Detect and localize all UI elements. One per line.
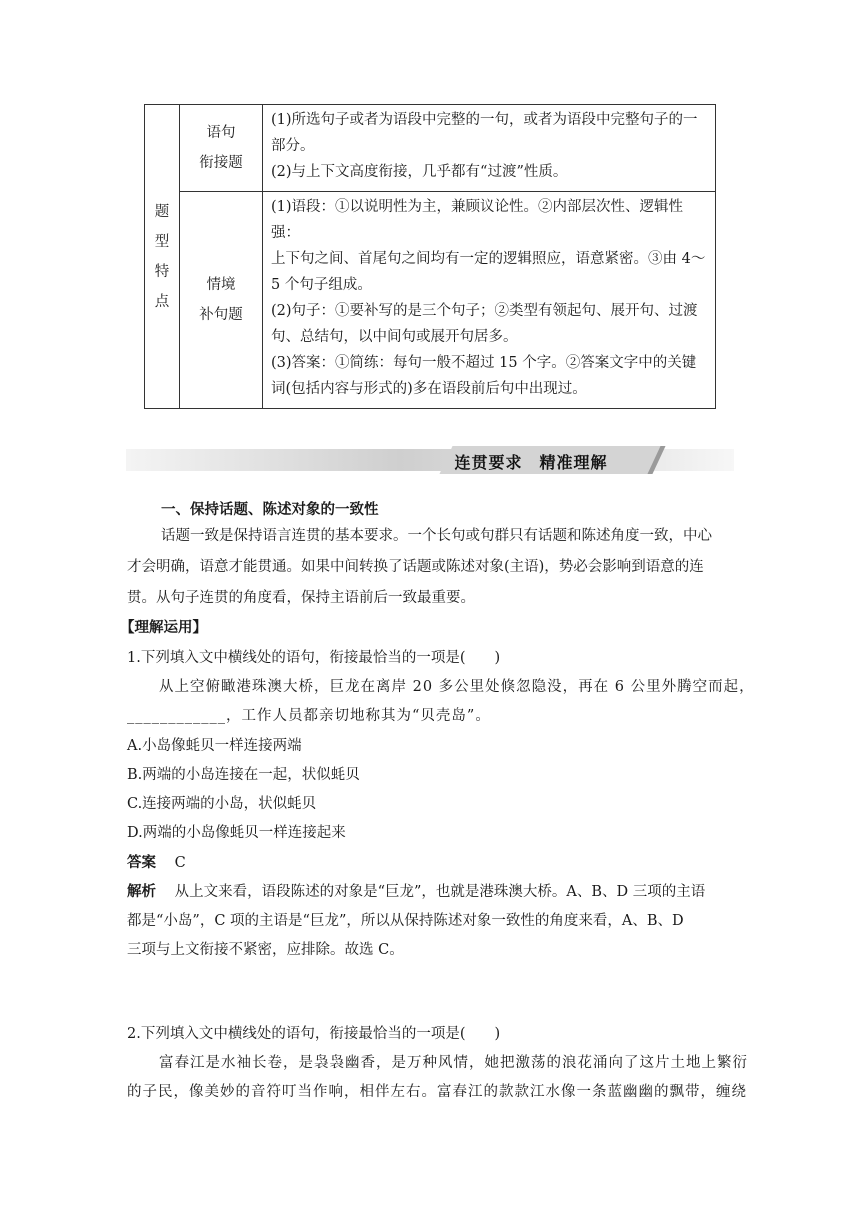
option-a: A.小岛像蚝贝一样连接两端 (127, 738, 302, 754)
answer-line (127, 853, 186, 873)
desc-line: 部分。 (271, 138, 315, 154)
passage-line: 从上空俯瞰港珠澳大桥，巨龙在离岸 20 多公里处倏忽隐没，再在 6 公里外腾空而起， (159, 679, 755, 695)
question-type-table (144, 104, 716, 409)
passage-line: 富春江是水袖长卷，是袅袅幽香，是万种风情，她把激荡的浪花涌向了这片土地上繁衍 (159, 1055, 748, 1071)
passage-line: 的子民，像美妙的音符叮当作响，相伴左右。富春江的款款江水像一条蓝幽幽的飘带，缠绕 (127, 1084, 747, 1100)
lead-char: 特 (154, 263, 170, 280)
kind-cell-context-fill (180, 192, 263, 409)
question-stem: 2.下列填入文中横线处的语句，衔接最恰当的一项是( ) (127, 1026, 501, 1042)
question-stem: 1.下列填入文中横线处的语句，衔接最恰当的一项是( ) (127, 650, 501, 666)
practice-label: 【理解运用】 (120, 620, 207, 636)
table-lead-cell (145, 105, 180, 409)
desc-line: (2)与上下文高度衔接，几乎都有“过渡”性质。 (271, 164, 568, 180)
desc-line: 上下句之间、首尾句之间均有一定的逻辑照应，语意紧密。③由 4～ (271, 251, 706, 267)
analysis-label: 解析 (127, 884, 156, 900)
desc-line: (3)答案：①简练：每句一般不超过 15 个字。②答案文字中的关键 (271, 355, 697, 371)
paragraph-line: 才会明确，语意才能贯通。如果中间转换了话题或陈述对象(主语)，势必会影响到语意的连 (127, 559, 704, 575)
kind-label: 补句题 (199, 307, 243, 323)
desc-cell-context-fill (263, 192, 716, 409)
section-heading: 一、保持话题、陈述对象的一致性 (161, 502, 379, 518)
desc-line: (2)句子：①要补写的是三个句子；②类型有领起句、展开句、过渡 (271, 303, 698, 319)
option-b: B.两端的小岛连接在一起，状似蚝贝 (127, 767, 360, 783)
option-c: C.连接两端的小岛，状似蚝贝 (127, 796, 317, 812)
kind-label: 情境 (206, 277, 236, 293)
lead-char: 型 (154, 233, 170, 250)
passage-line: ____________，工作人员都亲切地称其为“贝壳岛”。 (127, 708, 491, 724)
section-banner (126, 440, 734, 480)
desc-line: 5 个句子组成。 (271, 277, 372, 293)
banner-title: 连贯要求 精准理解 (454, 453, 608, 472)
lead-char: 点 (154, 293, 170, 310)
kind-cell-sentence-link (180, 105, 263, 192)
analysis-text: 都是“小岛”，C 项的主语是“巨龙”，所以从保持陈述对象一致性的角度来看，A、B、D (127, 913, 684, 929)
lead-char: 题 (154, 203, 170, 220)
kind-label: 衔接题 (199, 155, 243, 171)
desc-line: (1)语段：①以说明性为主，兼顾议论性。②内部层次性、逻辑性强： (271, 199, 684, 241)
desc-line: 词(包括内容与形式的)多在语段前后句中出现过。 (271, 381, 587, 397)
analysis-text: 从上文来看，语段陈述的对象是“巨龙”，也就是港珠澳大桥。A、B、D 三项的主语 (174, 884, 706, 900)
desc-cell-sentence-link (263, 105, 716, 192)
answer-label: 答案 (127, 855, 156, 871)
desc-line: (1)所选句子或者为语段中完整的一句，或者为语段中完整句子的一 (271, 112, 698, 128)
desc-line: 句、总结句，以中间句或展开句居多。 (271, 329, 518, 345)
analysis-line (127, 882, 705, 902)
paragraph-line: 话题一致是保持语言连贯的基本要求。一个长句或句群只有话题和陈述角度一致，中心 (161, 528, 712, 544)
answer-value: C (174, 855, 186, 871)
paragraph-line: 贯。从句子连贯的角度看，保持主语前后一致最重要。 (127, 590, 475, 606)
analysis-text: 三项与上文衔接不紧密，应排除。故选 C。 (127, 942, 404, 958)
option-d: D.两端的小岛像蚝贝一样连接起来 (127, 825, 346, 841)
kind-label: 语句 (206, 125, 236, 141)
